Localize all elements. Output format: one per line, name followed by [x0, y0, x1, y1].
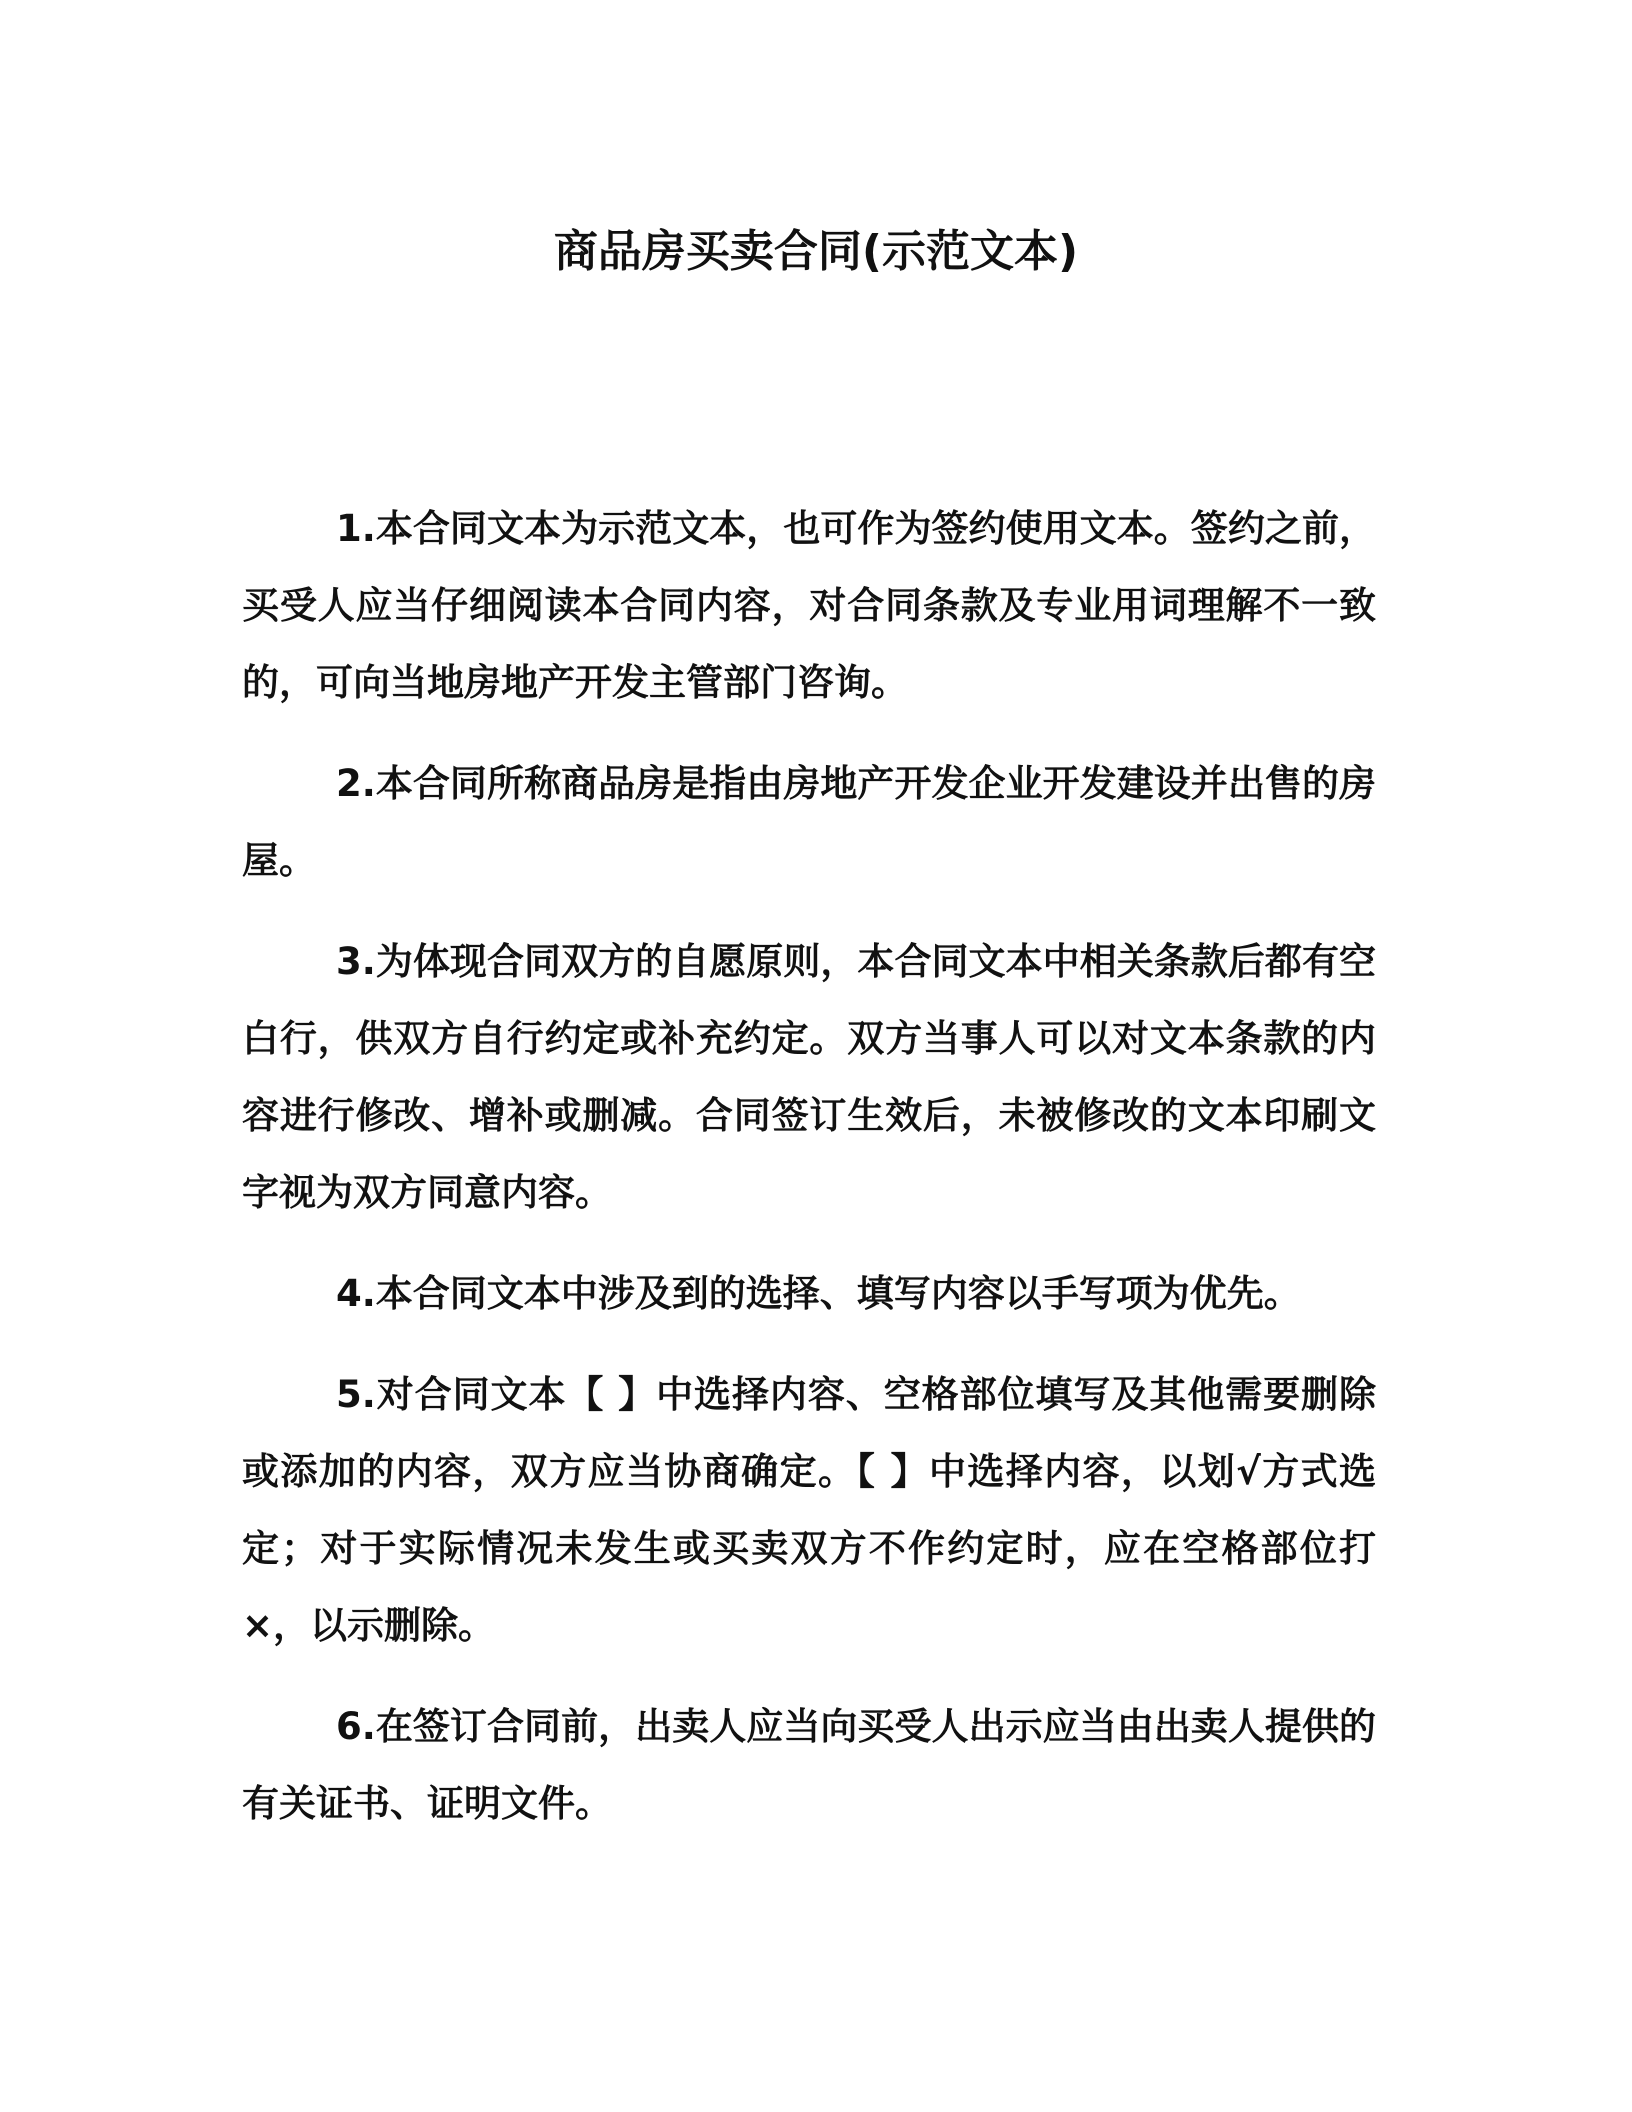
paragraph-2: 2.本合同所称商品房是指由房地产开发企业开发建设并出售的房屋。: [242, 762, 1376, 882]
document-body: [242, 490, 1376, 1866]
paragraph-5: 5.对合同文本【 】中选择内容、空格部位填写及其他需要删除或添加的内容，双方应当协商确定。【 】中选择内容，以划√方式选定；对于实际情况未发生或买卖双方不作约定时，应在空格部位打×，以示删除。: [242, 1373, 1376, 1647]
paragraph-3: 3.为体现合同双方的自愿原则，本合同文本中相关条款后都有空白行，供双方自行约定或补充约定。双方当事人可以对文本条款的内容进行修改、增补或删减。合同签订生效后，未被修改的文本印刷文字视为双方同意内容。: [242, 940, 1376, 1214]
paragraph-1: 1.本合同文本为示范文本，也可作为签约使用文本。签约之前，买受人应当仔细阅读本合同内容，对合同条款及专业用词理解不一致的，可向当地房地产开发主管部门咨询。: [242, 507, 1376, 704]
paragraph-6: 6.在签订合同前，出卖人应当向买受人出示应当由出卖人提供的有关证书、证明文件。: [242, 1705, 1376, 1825]
paragraph-4: 4.本合同文本中涉及到的选择、填写内容以手写项为优先。: [336, 1272, 1301, 1315]
document-title: 商品房买卖合同(示范文本): [553, 226, 1079, 277]
